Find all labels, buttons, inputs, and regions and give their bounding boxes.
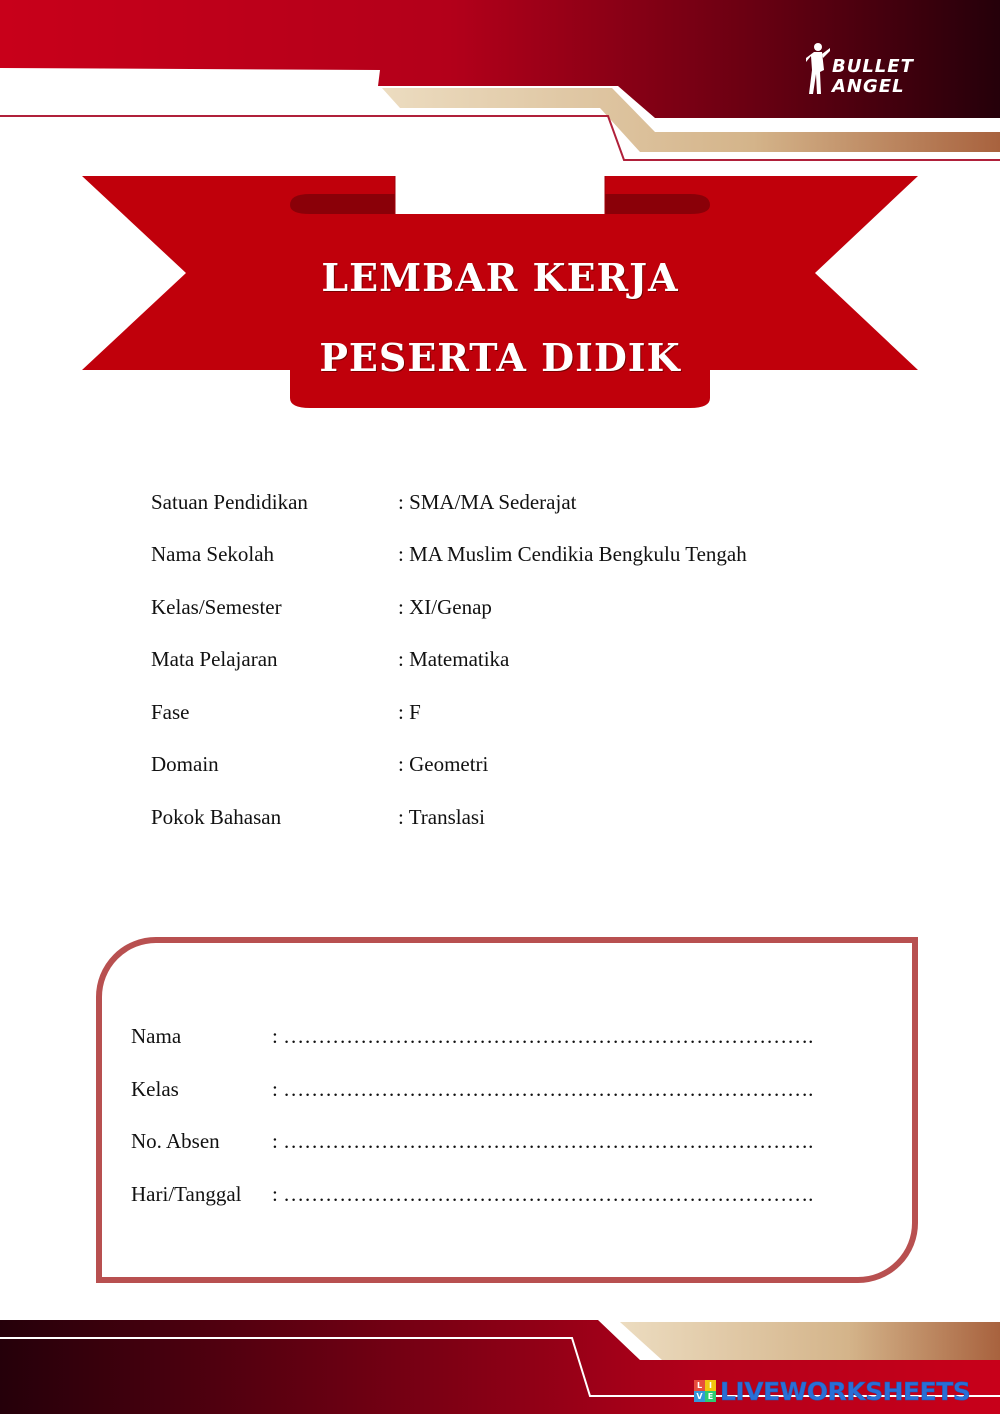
info-value: : Geometri [398, 752, 489, 776]
info-label: Pokok Bahasan [151, 805, 282, 829]
field-fill-line[interactable]: : …………………………………………………………………. [272, 1182, 814, 1206]
info-value: : F [398, 700, 421, 724]
banner-title-line-1: LEMBAR KERJA [321, 255, 679, 300]
info-label: Fase [151, 700, 190, 724]
field-fill-line[interactable]: : …………………………………………………………………. [272, 1077, 814, 1101]
bullet-angel-logo [806, 40, 946, 100]
wm-icon-letter: I [705, 1380, 716, 1391]
liveworksheets-watermark [694, 1376, 970, 1406]
field-label: No. Absen [131, 1129, 220, 1153]
info-label: Satuan Pendidikan [151, 490, 308, 514]
info-value: : MA Muslim Cendikia Bengkulu Tengah [398, 542, 747, 566]
info-value: : Translasi [398, 805, 485, 829]
watermark-text: LIVEWORKSHEETS [720, 1376, 971, 1406]
info-value: : Matematika [398, 647, 510, 671]
info-value: : SMA/MA Sederajat [398, 490, 577, 514]
logo-line-2: ANGEL [832, 76, 905, 97]
field-label: Hari/Tanggal [131, 1182, 242, 1206]
field-label: Nama [131, 1024, 182, 1048]
wm-icon-letter: E [705, 1391, 716, 1402]
banner-title-line-2: PESERTA DIDIK [319, 335, 681, 380]
field-label: Kelas [131, 1077, 179, 1101]
student-info-box [96, 937, 918, 1283]
info-value: : XI/Genap [398, 595, 492, 619]
info-label: Nama Sekolah [151, 542, 275, 566]
field-fill-line[interactable]: : …………………………………………………………………. [272, 1024, 814, 1048]
wm-icon-letter: V [694, 1391, 705, 1402]
liveworksheets-icon [694, 1380, 716, 1402]
field-fill-line[interactable]: : …………………………………………………………………. [272, 1129, 814, 1153]
info-label: Domain [151, 752, 219, 776]
info-label: Mata Pelajaran [151, 647, 278, 671]
figure-icon [806, 42, 830, 96]
info-label: Kelas/Semester [151, 595, 282, 619]
wm-icon-letter: L [694, 1380, 705, 1391]
logo-line-1: BULLET [832, 56, 914, 77]
